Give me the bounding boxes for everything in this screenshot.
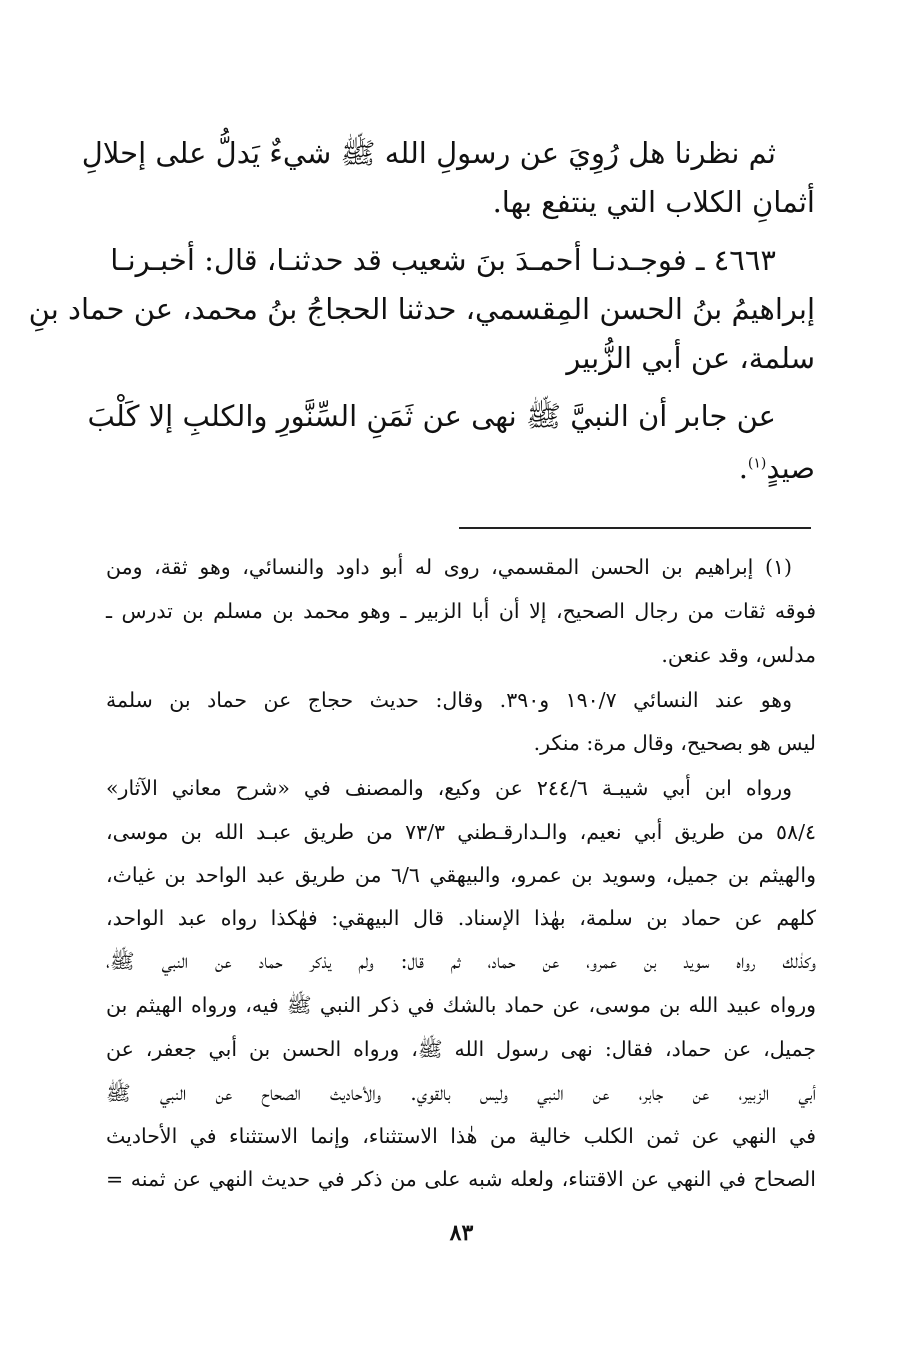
page-number: ٨٣ xyxy=(449,1220,474,1246)
main-text-line: إبراهيمُ بنُ الحسن المِقسمي، حدثنا الحجاجُ بنُ محمد، عن حماد بنِ xyxy=(28,292,815,326)
main-text-line: ٤٦٦٣ ـ فوجـدنـا أحمـدَ بنَ شعيب قد حدثنـا، قال: أخبـرنـا xyxy=(110,243,776,277)
main-text-line: سلمة، عن أبي الزُّبير xyxy=(566,341,815,375)
footnote-line: كلهم عن حماد بن سلمة، بهٰذا الإسناد. قال البيهقي: فهٰكذا رواه عبد الواحد، xyxy=(106,906,816,930)
footnote-line: ٥٨/٤ من طريق أبي نعيم، والـدارقـطني ٧٣/٣ من طريق عبـد الله بن موسى، xyxy=(106,820,816,844)
footnote-line: الصحاح في النهي عن الاقتناء، ولعله شبه على من ذكر في حديث النهي عن ثمنه = xyxy=(106,1167,816,1191)
main-text-fragment: صيدٍ xyxy=(766,451,815,485)
footnote-separator xyxy=(459,527,811,529)
main-text-line: عن جابر أن النبيَّ ﷺ نهى عن ثَمَنِ السِّنَّورِ والكلبِ إلا كَلْبَ xyxy=(87,399,776,433)
main-text-line: ثم نظرنا هل رُوِيَ عن رسولِ الله ﷺ شيءٌ يَدلُّ على إحلالِ xyxy=(81,136,776,170)
footnote-line: وهو عند النسائي ١٩٠/٧ و٣٩٠. وقال: حديث حجاج عن حماد بن سلمة xyxy=(106,688,792,712)
footnote-reference: (١) xyxy=(747,455,767,472)
footnote-line: ورواه عبيد الله بن موسى، عن حماد بالشك في ذكر النبي ﷺ فيه، ورواه الهيثم بن xyxy=(106,993,816,1017)
footnote-line: مدلس، وقد عنعن. xyxy=(661,643,816,667)
footnote-line: ورواه ابن أبي شيبـة ٢٤٤/٦ عن وكيع، والمصنف في «شرح معاني الآثار» xyxy=(106,776,792,800)
footnote-line: جميل، عن حماد، فقال: نهى رسول الله ﷺ، ورواه الحسن بن أبي جعفر، عن xyxy=(106,1037,816,1061)
footnote-line: في النهي عن ثمن الكلب خالية من هٰذا الاستثناء، وإنما الاستثناء في الأحاديث xyxy=(106,1124,816,1148)
footnote-line: وكذٰلك رواه سويد بن عمرو، عن حماد، ثم قال: ولم يذكر حماد عن النبي ﷺ، xyxy=(106,949,816,973)
main-text-fragment: . xyxy=(738,451,748,485)
main-text-line xyxy=(739,451,815,485)
footnote-line: والهيثم بن جميل، وسويد بن عمرو، والبيهقي ٦/٦ من طريق عبد الواحد بن غياث، xyxy=(106,863,816,887)
footnote-line: أبي الزبير، عن جابر، عن النبي وليس بالقوي. والأحاديث الصحاح عن النبي ﷺ xyxy=(106,1081,816,1105)
footnote-line: فوقه ثقات من رجال الصحيح، إلا أن أبا الزبير ـ وهو محمد بن مسلم بن تدرس ـ xyxy=(106,599,816,623)
footnote-line: ليس هو بصحيح، وقال مرة: منكر. xyxy=(533,731,816,755)
footnote-line: (١) إبراهيم بن الحسن المقسمي، روى له أبو داود والنسائي، وهو ثقة، ومن xyxy=(106,555,792,579)
main-text-line: أثمانِ الكلاب التي ينتفع بها. xyxy=(492,185,815,219)
